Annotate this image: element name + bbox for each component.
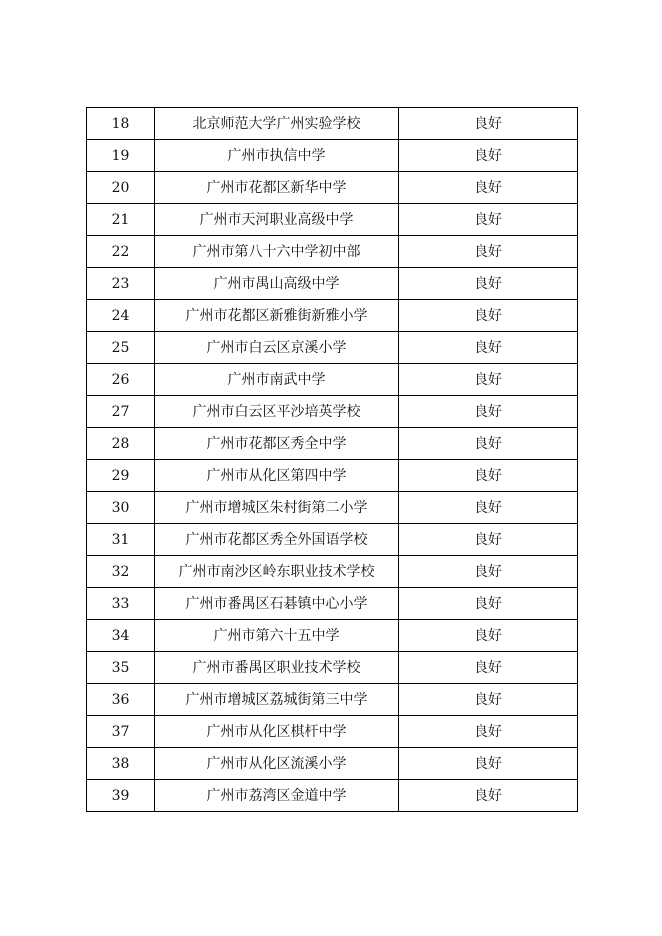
- row-number-cell: 34: [87, 620, 155, 652]
- school-name-cell: 广州市从化区棋杆中学: [155, 716, 399, 748]
- rating-cell: 良好: [399, 620, 578, 652]
- row-number-cell: 37: [87, 716, 155, 748]
- rating-cell: 良好: [399, 108, 578, 140]
- row-number-cell: 31: [87, 524, 155, 556]
- row-number-cell: 24: [87, 300, 155, 332]
- table-row: [87, 108, 578, 140]
- table-row: [87, 780, 578, 812]
- row-number-cell: 25: [87, 332, 155, 364]
- row-number-cell: 35: [87, 652, 155, 684]
- row-number-cell: 36: [87, 684, 155, 716]
- rating-cell: 良好: [399, 428, 578, 460]
- table-row: [87, 460, 578, 492]
- rating-cell: 良好: [399, 172, 578, 204]
- rating-cell: 良好: [399, 332, 578, 364]
- rating-cell: 良好: [399, 204, 578, 236]
- row-number-cell: 21: [87, 204, 155, 236]
- table-body: [87, 108, 578, 812]
- table-row: [87, 396, 578, 428]
- table-row: [87, 364, 578, 396]
- rating-cell: 良好: [399, 300, 578, 332]
- table-row: [87, 684, 578, 716]
- school-name-cell: 广州市白云区平沙培英学校: [155, 396, 399, 428]
- row-number-cell: 38: [87, 748, 155, 780]
- rating-cell: 良好: [399, 588, 578, 620]
- row-number-cell: 20: [87, 172, 155, 204]
- rating-cell: 良好: [399, 524, 578, 556]
- row-number-cell: 22: [87, 236, 155, 268]
- table-row: [87, 140, 578, 172]
- row-number-cell: 30: [87, 492, 155, 524]
- row-number-cell: 19: [87, 140, 155, 172]
- school-name-cell: 广州市增城区朱村街第二小学: [155, 492, 399, 524]
- table-row: [87, 524, 578, 556]
- school-name-cell: 广州市禺山高级中学: [155, 268, 399, 300]
- school-name-cell: 广州市天河职业高级中学: [155, 204, 399, 236]
- table-row: [87, 652, 578, 684]
- school-name-cell: 广州市荔湾区金道中学: [155, 780, 399, 812]
- rating-cell: 良好: [399, 684, 578, 716]
- row-number-cell: 26: [87, 364, 155, 396]
- rating-cell: 良好: [399, 492, 578, 524]
- table-row: [87, 492, 578, 524]
- school-name-cell: 广州市南武中学: [155, 364, 399, 396]
- table-row: [87, 172, 578, 204]
- table-row: [87, 300, 578, 332]
- table-row: [87, 204, 578, 236]
- row-number-cell: 18: [87, 108, 155, 140]
- row-number-cell: 27: [87, 396, 155, 428]
- school-name-cell: 广州市番禺区石碁镇中心小学: [155, 588, 399, 620]
- rating-cell: 良好: [399, 268, 578, 300]
- school-name-cell: 广州市番禺区职业技术学校: [155, 652, 399, 684]
- rating-cell: 良好: [399, 396, 578, 428]
- table-row: [87, 556, 578, 588]
- row-number-cell: 33: [87, 588, 155, 620]
- school-rating-table: [86, 107, 578, 812]
- row-number-cell: 32: [87, 556, 155, 588]
- rating-cell: 良好: [399, 364, 578, 396]
- rating-cell: 良好: [399, 236, 578, 268]
- table-row: [87, 268, 578, 300]
- table-row: [87, 620, 578, 652]
- table-row: [87, 428, 578, 460]
- rating-cell: 良好: [399, 556, 578, 588]
- rating-cell: 良好: [399, 460, 578, 492]
- rating-cell: 良好: [399, 140, 578, 172]
- table-row: [87, 748, 578, 780]
- table-row: [87, 716, 578, 748]
- rating-cell: 良好: [399, 652, 578, 684]
- school-name-cell: 广州市从化区流溪小学: [155, 748, 399, 780]
- table-row: [87, 588, 578, 620]
- table-row: [87, 236, 578, 268]
- school-name-cell: 北京师范大学广州实验学校: [155, 108, 399, 140]
- school-name-cell: 广州市白云区京溪小学: [155, 332, 399, 364]
- school-name-cell: 广州市从化区第四中学: [155, 460, 399, 492]
- school-name-cell: 广州市第八十六中学初中部: [155, 236, 399, 268]
- rating-cell: 良好: [399, 780, 578, 812]
- school-name-cell: 广州市南沙区岭东职业技术学校: [155, 556, 399, 588]
- row-number-cell: 29: [87, 460, 155, 492]
- row-number-cell: 39: [87, 780, 155, 812]
- table-row: [87, 332, 578, 364]
- school-name-cell: 广州市第六十五中学: [155, 620, 399, 652]
- row-number-cell: 23: [87, 268, 155, 300]
- rating-cell: 良好: [399, 716, 578, 748]
- rating-cell: 良好: [399, 748, 578, 780]
- school-name-cell: 广州市花都区新雅街新雅小学: [155, 300, 399, 332]
- school-name-cell: 广州市花都区秀全外国语学校: [155, 524, 399, 556]
- school-name-cell: 广州市增城区荔城街第三中学: [155, 684, 399, 716]
- school-name-cell: 广州市花都区新华中学: [155, 172, 399, 204]
- school-name-cell: 广州市执信中学: [155, 140, 399, 172]
- school-name-cell: 广州市花都区秀全中学: [155, 428, 399, 460]
- row-number-cell: 28: [87, 428, 155, 460]
